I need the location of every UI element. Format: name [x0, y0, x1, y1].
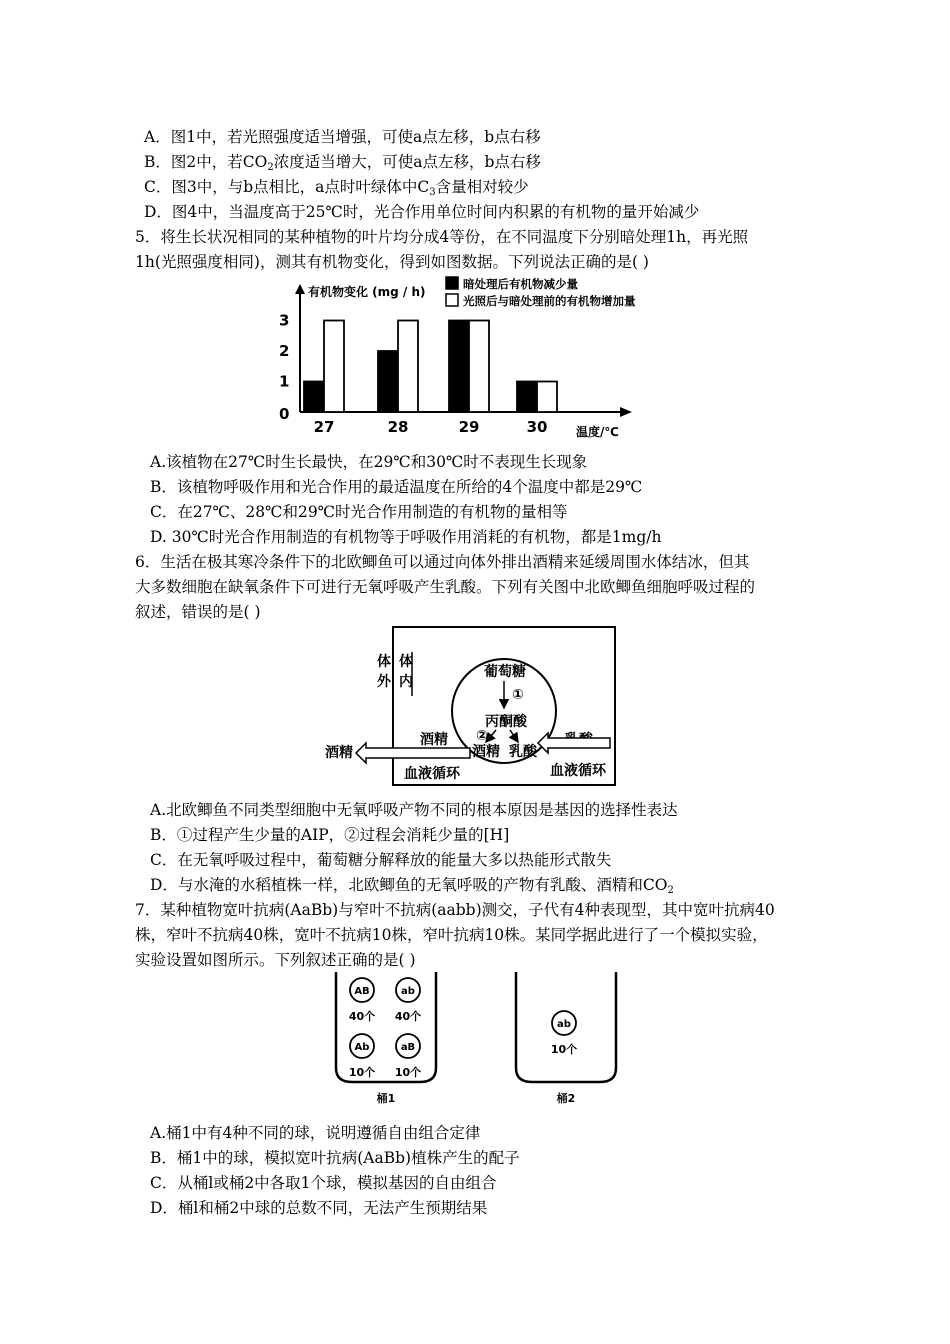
svg-text:10个: 10个: [348, 1066, 376, 1079]
q7-option-c: C．从桶l或桶2中各取1个球，模拟基因的自由组合: [150, 1174, 497, 1192]
svg-text:40个: 40个: [348, 1010, 376, 1023]
q7-stem-line: 7．某种植物宽叶抗病(AaBb)与窄叶不抗病(aabb)测交，子代有4种表现型，其中宽叶抗病40: [135, 901, 775, 919]
svg-text:ab: ab: [557, 1019, 571, 1030]
svg-text:AB: AB: [354, 986, 370, 997]
svg-text:ab: ab: [401, 986, 415, 997]
legend-label: 暗处理后有机物减少量: [463, 277, 578, 291]
bucket-2-label: 桶2: [556, 1092, 576, 1105]
x-axis-label: 温度/℃: [576, 425, 619, 439]
bucket-2-ball: [551, 1011, 577, 1056]
lactate-inside-label: 乳酸: [509, 744, 537, 760]
y-tick-label: 1: [279, 372, 290, 391]
q4-option-b: B．图2中，若$CO_2$浓度适当增大，可使a点左移，b点右移: [144, 153, 541, 173]
bar: [324, 321, 344, 413]
q6-option-d: D．与水淹的水稻植株一样，北欧鲫鱼的无氧呼吸的产物有乳酸、酒精和$CO_2$: [150, 876, 674, 896]
export-arrow: [356, 743, 470, 763]
y-tick-label: 3: [279, 311, 290, 330]
outside-label: 外: [377, 674, 391, 690]
bar: [537, 382, 557, 413]
lactate-arrow: [510, 730, 518, 742]
alcohol-outside-label: 酒精: [325, 745, 353, 761]
x-tick-label: 27: [313, 418, 335, 436]
q4-option-d: D．图4中，当温度高于25℃时，光合作用单位时间内积累的有机物的量开始减少: [144, 203, 700, 221]
alcohol-inside-label: 酒精: [472, 744, 500, 760]
bar: [398, 321, 418, 413]
step-2-label: ②: [476, 728, 488, 744]
y-tick-label: 2: [279, 342, 290, 360]
q5-option-b: B．该植物呼吸作用和光合作用的最适温度在所给的4个温度中都是29℃: [150, 478, 643, 496]
x-tick-label: 30: [526, 418, 548, 436]
q5-stem-line: 5．将生长状况相同的某种植物的叶片均分成4等份，在不同温度下分别暗处理1h，再光照: [135, 228, 749, 246]
q6-stem-line: 叙述，错误的是( ): [135, 603, 261, 621]
x-axis-arrow: [620, 407, 632, 417]
q5-option-a: A.该植物在27℃时生长最快，在29℃和30℃时不表现生长现象: [150, 453, 588, 471]
inside-label: 内: [399, 674, 413, 690]
bar: [378, 351, 398, 412]
x-tick-label: 28: [387, 418, 409, 436]
svg-text:40个: 40个: [394, 1010, 422, 1023]
q6-option-c: C．在无氧呼吸过程中，葡萄糖分解释放的能量大多以热能形式散失: [150, 851, 612, 869]
q7-stem-line: 株，窄叶不抗病40株，宽叶不抗病10株，窄叶抗病10株。某同学据此进行了一个模拟实验，: [135, 926, 768, 944]
legend-swatch: [446, 277, 458, 289]
q6-stem-line: 大多数细胞在缺氧条件下可进行无氧呼吸产生乳酸。下列有关图中北欧鲫鱼细胞呼吸过程的: [135, 578, 756, 596]
q5-option-d: D. 30℃时光合作用制造的有机物等于呼吸作用消耗的有机物，都是1mg/h: [150, 528, 662, 546]
q7-stem-line: 实验设置如图所示。下列叙述正确的是( ): [135, 951, 416, 969]
step-1-label: ①: [512, 687, 524, 703]
q7-option-d: D．桶l和桶2中球的总数不同，无法产生预期结果: [150, 1199, 488, 1217]
q5-stem-line: 1h(光照强度相同)，测其有机物变化，得到如图数据。下列说法正确的是( ): [135, 253, 649, 271]
bucket-1-ball: [349, 1034, 375, 1079]
q6-option-b: B．①过程产生少量的AIP，②过程会消耗少量的[H]: [150, 826, 510, 844]
blood-circulation-right: 血液循环: [550, 763, 606, 779]
q7-option-a: A.桶1中有4种不同的球，说明遵循自由组合定律: [150, 1124, 481, 1142]
inside-label: 体: [399, 654, 413, 670]
bar: [517, 382, 537, 413]
svg-text:Ab: Ab: [354, 1042, 370, 1053]
bar: [449, 321, 469, 413]
bucket-1-ball: [349, 978, 375, 1023]
svg-text:aB: aB: [400, 1042, 416, 1053]
bar: [469, 321, 489, 413]
legend-swatch: [446, 294, 458, 306]
q6-option-a: A.北欧鲫鱼不同类型细胞中无氧呼吸产物不同的根本原因是基因的选择性表达: [150, 801, 678, 819]
y-axis-label: 有机物变化 (mg / h): [308, 285, 426, 299]
q5-bar-chart: [270, 272, 640, 442]
y-axis-arrow: [295, 284, 305, 294]
pyruvate-label: 丙酮酸: [485, 714, 527, 730]
q6-respiration-diagram: [320, 622, 620, 792]
svg-text:10个: 10个: [394, 1066, 422, 1079]
bucket-1-ball: [395, 978, 421, 1023]
svg-text:10个: 10个: [550, 1043, 578, 1056]
q6-stem-line: 6．生活在极其寒冷条件下的北欧鲫鱼可以通过向体外排出酒精来延缓周围水体结冰，但其: [135, 553, 750, 571]
alcohol-blood-label: 酒精: [420, 732, 448, 748]
outside-label: 体: [377, 654, 391, 670]
q7-option-b: B．桶1中的球，模拟宽叶抗病(AaBb)植株产生的配子: [150, 1149, 520, 1167]
q5-option-c: C．在27℃、28℃和29℃时光合作用制造的有机物的量相等: [150, 503, 568, 521]
bar: [304, 382, 324, 413]
bucket-1-ball: [395, 1034, 421, 1079]
y-tick-label: 0: [279, 405, 290, 423]
glucose-label: 葡萄糖: [484, 664, 526, 680]
q7-bucket-diagram: [330, 968, 630, 1110]
q4-option-c: C．图3中，与b点相比，a点时叶绿体中$C_3$含量相对较少: [144, 178, 529, 198]
blood-circulation-left: 血液循环: [404, 766, 460, 782]
legend-label: 光照后与暗处理前的有机物增加量: [463, 294, 636, 308]
q4-option-a: A．图1中，若光照强度适当增强，可使a点左移，b点右移: [144, 128, 541, 146]
bucket-1-label: 桶1: [376, 1092, 396, 1105]
x-tick-label: 29: [458, 418, 480, 436]
